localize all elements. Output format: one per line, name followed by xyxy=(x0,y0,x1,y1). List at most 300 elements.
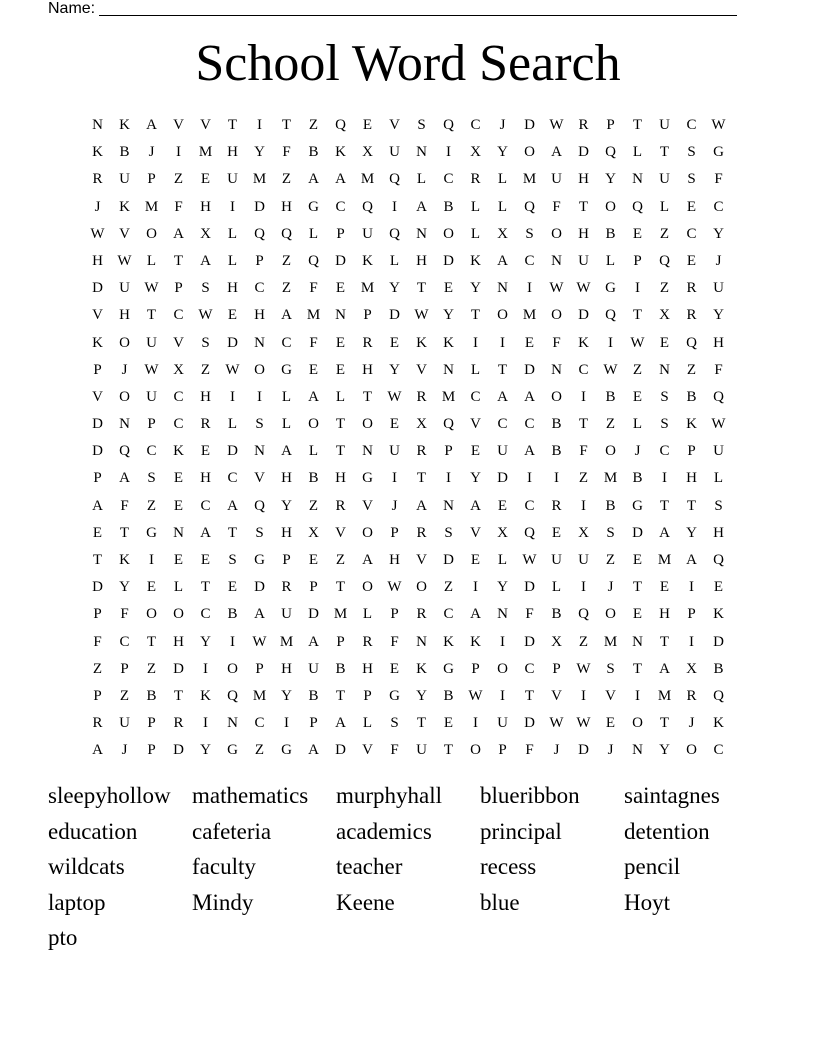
grid-letter: D xyxy=(578,144,589,161)
grid-letter: Z xyxy=(686,361,697,378)
grid-letter: V xyxy=(362,497,373,514)
grid-letter: O xyxy=(686,742,697,759)
grid-letter: H xyxy=(119,307,130,324)
grid-letter: A xyxy=(200,252,211,269)
grid-letter: B xyxy=(308,687,319,704)
grid-letter: J xyxy=(715,252,722,269)
grid-letter: Z xyxy=(146,660,157,677)
grid-letter: P xyxy=(147,171,156,188)
grid-letter: K xyxy=(119,198,130,215)
grid-letter: C xyxy=(173,416,184,433)
grid-letter: I xyxy=(473,579,478,596)
grid-letter: U xyxy=(119,715,130,732)
grid-letter: L xyxy=(659,198,670,215)
grid-letter: E xyxy=(335,280,346,297)
grid-letter: E xyxy=(497,497,508,514)
grid-letter: A xyxy=(200,524,211,541)
grid-letter: K xyxy=(416,660,427,677)
grid-letter: F xyxy=(525,742,534,759)
grid-letter: G xyxy=(308,198,319,215)
grid-letter: C xyxy=(686,117,697,133)
grid-letter: Z xyxy=(335,552,346,568)
grid-letter: I xyxy=(581,579,586,596)
grid-letter: T xyxy=(92,552,103,568)
grid-letter: P xyxy=(147,416,156,433)
grid-letter: Y xyxy=(659,742,670,759)
grid-row xyxy=(84,440,732,467)
grid-letter: O xyxy=(470,742,481,759)
grid-letter: Q xyxy=(605,144,616,161)
grid-letter: X xyxy=(173,361,184,378)
grid-letter: I xyxy=(581,497,586,514)
grid-letter: M xyxy=(252,171,267,188)
grid-letter: N xyxy=(497,606,508,623)
grid-letter: F xyxy=(174,198,183,215)
grid-letter: Q xyxy=(119,443,130,460)
grid-letter: H xyxy=(281,198,292,215)
grid-row xyxy=(84,712,732,739)
grid-letter: M xyxy=(657,687,672,704)
grid-letter: W xyxy=(225,361,240,378)
grid-letter: H xyxy=(173,633,184,650)
grid-letter: R xyxy=(92,715,103,732)
grid-letter: C xyxy=(173,307,184,324)
grid-letter: H xyxy=(92,252,103,269)
grid-letter: L xyxy=(470,225,481,242)
grid-letter: R xyxy=(416,524,427,541)
grid-letter: H xyxy=(713,334,724,351)
grid-letter: E xyxy=(632,606,643,623)
word-list-item: murphyhall xyxy=(336,783,443,808)
grid-letter: O xyxy=(416,579,427,596)
grid-letter: C xyxy=(146,443,157,460)
grid-row xyxy=(84,114,732,141)
grid-letter: A xyxy=(659,524,670,541)
word-list xyxy=(48,781,768,959)
grid-letter: Y xyxy=(200,742,211,759)
grid-letter: M xyxy=(603,470,618,487)
grid-letter: B xyxy=(713,660,724,677)
grid-letter: A xyxy=(524,388,535,405)
grid-letter: U xyxy=(227,171,238,188)
grid-letter: B xyxy=(119,144,130,161)
word-list-item: pencil xyxy=(624,854,681,880)
grid-letter: Z xyxy=(146,497,157,514)
grid-letter: Q xyxy=(227,687,238,704)
grid-letter: L xyxy=(362,606,373,623)
word-list-item: principal xyxy=(480,818,562,844)
grid-letter: O xyxy=(362,579,373,596)
grid-letter: Q xyxy=(605,307,616,324)
grid-letter: Z xyxy=(443,579,454,596)
grid-letter: F xyxy=(714,361,723,378)
grid-letter: K xyxy=(173,443,184,460)
grid-letter: P xyxy=(363,307,372,324)
grid-letter: R xyxy=(281,579,292,596)
grid-letter: E xyxy=(335,334,346,351)
grid-letter: T xyxy=(632,579,643,596)
grid-letter: C xyxy=(470,117,481,133)
grid-letter: I xyxy=(635,280,640,297)
grid-letter: L xyxy=(470,198,481,215)
grid-letter: E xyxy=(605,715,616,732)
grid-letter: K xyxy=(713,606,724,623)
grid-row xyxy=(84,658,732,685)
grid-letter: M xyxy=(441,388,456,405)
grid-letter: F xyxy=(390,633,399,650)
grid-letter: N xyxy=(497,280,508,297)
grid-letter: R xyxy=(470,171,481,188)
grid-letter: Y xyxy=(281,687,292,704)
grid-letter: C xyxy=(254,280,265,297)
grid-letter: Y xyxy=(713,225,724,242)
grid-letter: Q xyxy=(524,524,535,541)
grid-letter: V xyxy=(551,687,562,704)
grid-letter: E xyxy=(173,552,184,568)
word-list-item: academics xyxy=(336,818,432,844)
grid-letter: T xyxy=(335,416,346,433)
grid-letter: C xyxy=(119,633,130,650)
grid-letter: I xyxy=(230,388,235,405)
grid-letter: N xyxy=(119,416,130,433)
grid-letter: N xyxy=(443,361,454,378)
grid-letter: E xyxy=(227,307,238,324)
grid-letter: D xyxy=(92,443,103,460)
grid-letter: U xyxy=(497,715,508,732)
grid-letter: C xyxy=(335,198,346,215)
grid-letter: I xyxy=(230,198,235,215)
grid-letter: M xyxy=(360,171,375,188)
grid-letter: U xyxy=(389,144,400,161)
grid-letter: W xyxy=(90,225,105,242)
grid-letter: A xyxy=(416,198,427,215)
grid-letter: M xyxy=(252,687,267,704)
word-list-item: education xyxy=(48,818,138,844)
grid-letter: L xyxy=(173,579,184,596)
grid-letter: E xyxy=(632,552,643,568)
grid-letter: S xyxy=(147,470,156,487)
grid-letter: E xyxy=(443,715,454,732)
grid-letter: J xyxy=(607,579,614,596)
grid-letter: G xyxy=(254,552,265,568)
grid-letter: Z xyxy=(578,470,589,487)
grid-letter: Q xyxy=(281,225,292,242)
grid-letter: P xyxy=(498,742,507,759)
grid-letter: Z xyxy=(281,171,292,188)
grid-letter: Z xyxy=(632,361,643,378)
grid-letter: G xyxy=(605,280,616,297)
grid-letter: D xyxy=(524,579,535,596)
grid-letter: A xyxy=(335,715,346,732)
grid-letter: L xyxy=(227,252,238,269)
grid-letter: E xyxy=(713,579,724,596)
grid-letter: F xyxy=(714,171,723,188)
grid-letter: C xyxy=(254,715,265,732)
grid-letter: V xyxy=(173,334,184,351)
grid-letter: C xyxy=(443,606,454,623)
grid-letter: D xyxy=(92,579,103,596)
grid-letter: C xyxy=(200,497,211,514)
grid-letter: R xyxy=(416,606,427,623)
word-list-item: Keene xyxy=(336,889,395,915)
grid-letter: Y xyxy=(605,171,616,188)
grid-letter: U xyxy=(578,252,589,269)
grid-letter: N xyxy=(632,742,643,759)
grid-letter: O xyxy=(443,225,454,242)
grid-letter: N xyxy=(416,225,427,242)
grid-letter: O xyxy=(497,307,508,324)
grid-letter: E xyxy=(551,524,562,541)
grid-letter: P xyxy=(255,252,264,269)
grid-letter: N xyxy=(254,334,265,351)
grid-letter: O xyxy=(227,660,238,677)
grid-letter: J xyxy=(499,117,506,133)
grid-letter: P xyxy=(93,470,102,487)
grid-letter: C xyxy=(281,334,292,351)
grid-letter: C xyxy=(497,416,508,433)
grid-row xyxy=(84,332,732,359)
grid-letter: B xyxy=(551,416,562,433)
grid-letter: U xyxy=(416,742,427,759)
grid-letter: H xyxy=(200,198,211,215)
grid-letter: V xyxy=(416,361,427,378)
grid-letter: N xyxy=(92,117,103,133)
grid-letter: Q xyxy=(632,198,643,215)
grid-letter: T xyxy=(173,252,184,269)
grid-letter: Q xyxy=(443,416,454,433)
grid-letter: N xyxy=(443,497,454,514)
grid-letter: M xyxy=(522,171,537,188)
grid-letter: Y xyxy=(443,307,454,324)
grid-letter: A xyxy=(659,660,670,677)
grid-letter: K xyxy=(200,687,211,704)
grid-letter: A xyxy=(416,497,427,514)
grid-letter: Y xyxy=(713,307,724,324)
grid-letter: R xyxy=(362,633,373,650)
grid-letter: D xyxy=(227,443,238,460)
grid-letter: W xyxy=(549,715,564,732)
grid-letter: K xyxy=(119,552,130,568)
grid-letter: A xyxy=(308,388,319,405)
grid-letter: D xyxy=(578,307,589,324)
grid-letter: Y xyxy=(470,470,481,487)
grid-letter: D xyxy=(524,361,535,378)
word-list-item: mathematics xyxy=(192,783,309,808)
grid-letter: S xyxy=(255,524,264,541)
grid-letter: D xyxy=(335,742,346,759)
grid-row xyxy=(84,631,732,658)
grid-letter: P xyxy=(390,524,399,541)
grid-row xyxy=(84,196,732,223)
grid-letter: C xyxy=(524,660,535,677)
grid-letter: S xyxy=(525,225,534,242)
grid-letter: E xyxy=(200,443,211,460)
grid-letter: A xyxy=(281,307,292,324)
grid-letter: J xyxy=(607,742,614,759)
grid-letter: W xyxy=(387,579,402,596)
grid-letter: E xyxy=(335,361,346,378)
grid-letter: P xyxy=(471,660,480,677)
grid-row xyxy=(84,250,732,277)
grid-letter: T xyxy=(173,687,184,704)
grid-letter: V xyxy=(470,524,481,541)
grid-letter: P xyxy=(93,606,102,623)
grid-letter: T xyxy=(335,579,346,596)
word-list-item: blueribbon xyxy=(480,783,580,808)
grid-letter: C xyxy=(443,171,454,188)
word-list-item: wildcats xyxy=(48,854,125,880)
grid-letter: D xyxy=(524,117,535,133)
grid-row xyxy=(84,685,732,712)
grid-letter: Q xyxy=(713,552,724,568)
grid-letter: E xyxy=(92,524,103,541)
grid-letter: O xyxy=(605,606,616,623)
name-label: Name: xyxy=(48,0,96,17)
grid-letter: R xyxy=(173,715,184,732)
grid-letter: X xyxy=(578,524,589,541)
grid-letter: I xyxy=(446,470,451,487)
grid-letter: U xyxy=(578,552,589,568)
grid-letter: V xyxy=(92,388,103,405)
grid-letter: I xyxy=(581,687,586,704)
grid-letter: N xyxy=(335,307,346,324)
grid-row xyxy=(84,359,732,386)
grid-letter: D xyxy=(227,334,238,351)
grid-letter: W xyxy=(711,117,726,133)
grid-letter: A xyxy=(146,117,157,133)
grid-letter: U xyxy=(713,280,724,297)
grid-letter: T xyxy=(443,742,454,759)
grid-letter: P xyxy=(336,225,345,242)
grid-letter: E xyxy=(173,470,184,487)
grid-letter: I xyxy=(473,334,478,351)
grid-letter: C xyxy=(713,198,724,215)
grid-letter: E xyxy=(227,579,238,596)
grid-letter: N xyxy=(173,524,184,541)
grid-letter: P xyxy=(174,280,183,297)
grid-letter: T xyxy=(686,497,697,514)
grid-letter: D xyxy=(335,252,346,269)
word-list-item: cafeteria xyxy=(192,818,272,844)
grid-letter: O xyxy=(605,198,616,215)
grid-letter: O xyxy=(173,606,184,623)
grid-letter: G xyxy=(227,742,238,759)
grid-letter: W xyxy=(549,280,564,297)
grid-letter: E xyxy=(200,171,211,188)
grid-row xyxy=(84,141,732,168)
grid-letter: T xyxy=(659,144,670,161)
grid-letter: P xyxy=(363,687,372,704)
grid-letter: Z xyxy=(659,280,670,297)
grid-letter: Y xyxy=(416,687,427,704)
grid-letter: Y xyxy=(470,280,481,297)
grid-letter: O xyxy=(308,416,319,433)
grid-letter: S xyxy=(606,660,615,677)
word-list-item: recess xyxy=(480,854,537,880)
grid-letter: X xyxy=(416,416,427,433)
grid-letter: Q xyxy=(713,687,724,704)
grid-letter: L xyxy=(497,198,508,215)
grid-letter: G xyxy=(443,660,454,677)
grid-letter: J xyxy=(121,742,128,759)
grid-letter: K xyxy=(578,334,589,351)
grid-letter: W xyxy=(549,117,564,133)
grid-letter: E xyxy=(389,660,400,677)
grid-letter: V xyxy=(470,416,481,433)
grid-letter: M xyxy=(360,280,375,297)
grid-letter: E xyxy=(659,579,670,596)
grid-letter: P xyxy=(93,687,102,704)
grid-letter: I xyxy=(635,687,640,704)
grid-letter: J xyxy=(634,443,641,460)
grid-letter: C xyxy=(470,388,481,405)
grid-row xyxy=(84,168,732,195)
grid-letter: A xyxy=(335,171,346,188)
grid-letter: K xyxy=(443,334,454,351)
grid-letter: Z xyxy=(659,225,670,242)
grid-letter: U xyxy=(497,443,508,460)
grid-letter: V xyxy=(92,307,103,324)
grid-letter: G xyxy=(362,470,373,487)
grid-letter: L xyxy=(227,416,238,433)
grid-letter: Y xyxy=(389,361,400,378)
grid-letter: O xyxy=(497,660,508,677)
grid-letter: I xyxy=(689,633,694,650)
grid-letter: Q xyxy=(335,117,346,133)
grid-letter: E xyxy=(443,280,454,297)
grid-letter: Y xyxy=(497,579,508,596)
grid-letter: U xyxy=(281,606,292,623)
grid-letter: Z xyxy=(578,633,589,650)
grid-letter: E xyxy=(470,552,481,568)
grid-letter: S xyxy=(201,280,210,297)
grid-letter: W xyxy=(144,280,159,297)
grid-letter: Q xyxy=(254,497,265,514)
grid-letter: H xyxy=(200,470,211,487)
grid-letter: D xyxy=(578,742,589,759)
grid-letter: N xyxy=(659,361,670,378)
grid-letter: R xyxy=(335,497,346,514)
grid-letter: O xyxy=(362,416,373,433)
grid-letter: I xyxy=(554,470,559,487)
word-list-item: blue xyxy=(480,889,520,915)
grid-letter: P xyxy=(687,606,696,623)
grid-letter: C xyxy=(200,606,211,623)
grid-letter: A xyxy=(470,497,481,514)
grid-letter: B xyxy=(686,388,697,405)
grid-letter: E xyxy=(389,334,400,351)
grid-row xyxy=(84,304,732,331)
grid-letter: N xyxy=(632,171,643,188)
grid-letter: E xyxy=(686,198,697,215)
grid-letter: O xyxy=(551,388,562,405)
word-list-item: Hoyt xyxy=(624,889,670,915)
grid-letter: O xyxy=(119,388,130,405)
grid-letter: T xyxy=(470,307,481,324)
grid-letter: H xyxy=(227,280,238,297)
grid-letter: O xyxy=(146,606,157,623)
grid-letter: Z xyxy=(281,252,292,269)
grid-letter: B xyxy=(308,470,319,487)
grid-letter: S xyxy=(255,416,264,433)
grid-letter: Y xyxy=(281,497,292,514)
grid-letter: E xyxy=(173,497,184,514)
grid-letter: X xyxy=(551,633,562,650)
grid-letter: H xyxy=(281,524,292,541)
grid-letter: U xyxy=(659,117,670,133)
grid-letter: H xyxy=(389,552,400,568)
grid-letter: Z xyxy=(173,171,184,188)
